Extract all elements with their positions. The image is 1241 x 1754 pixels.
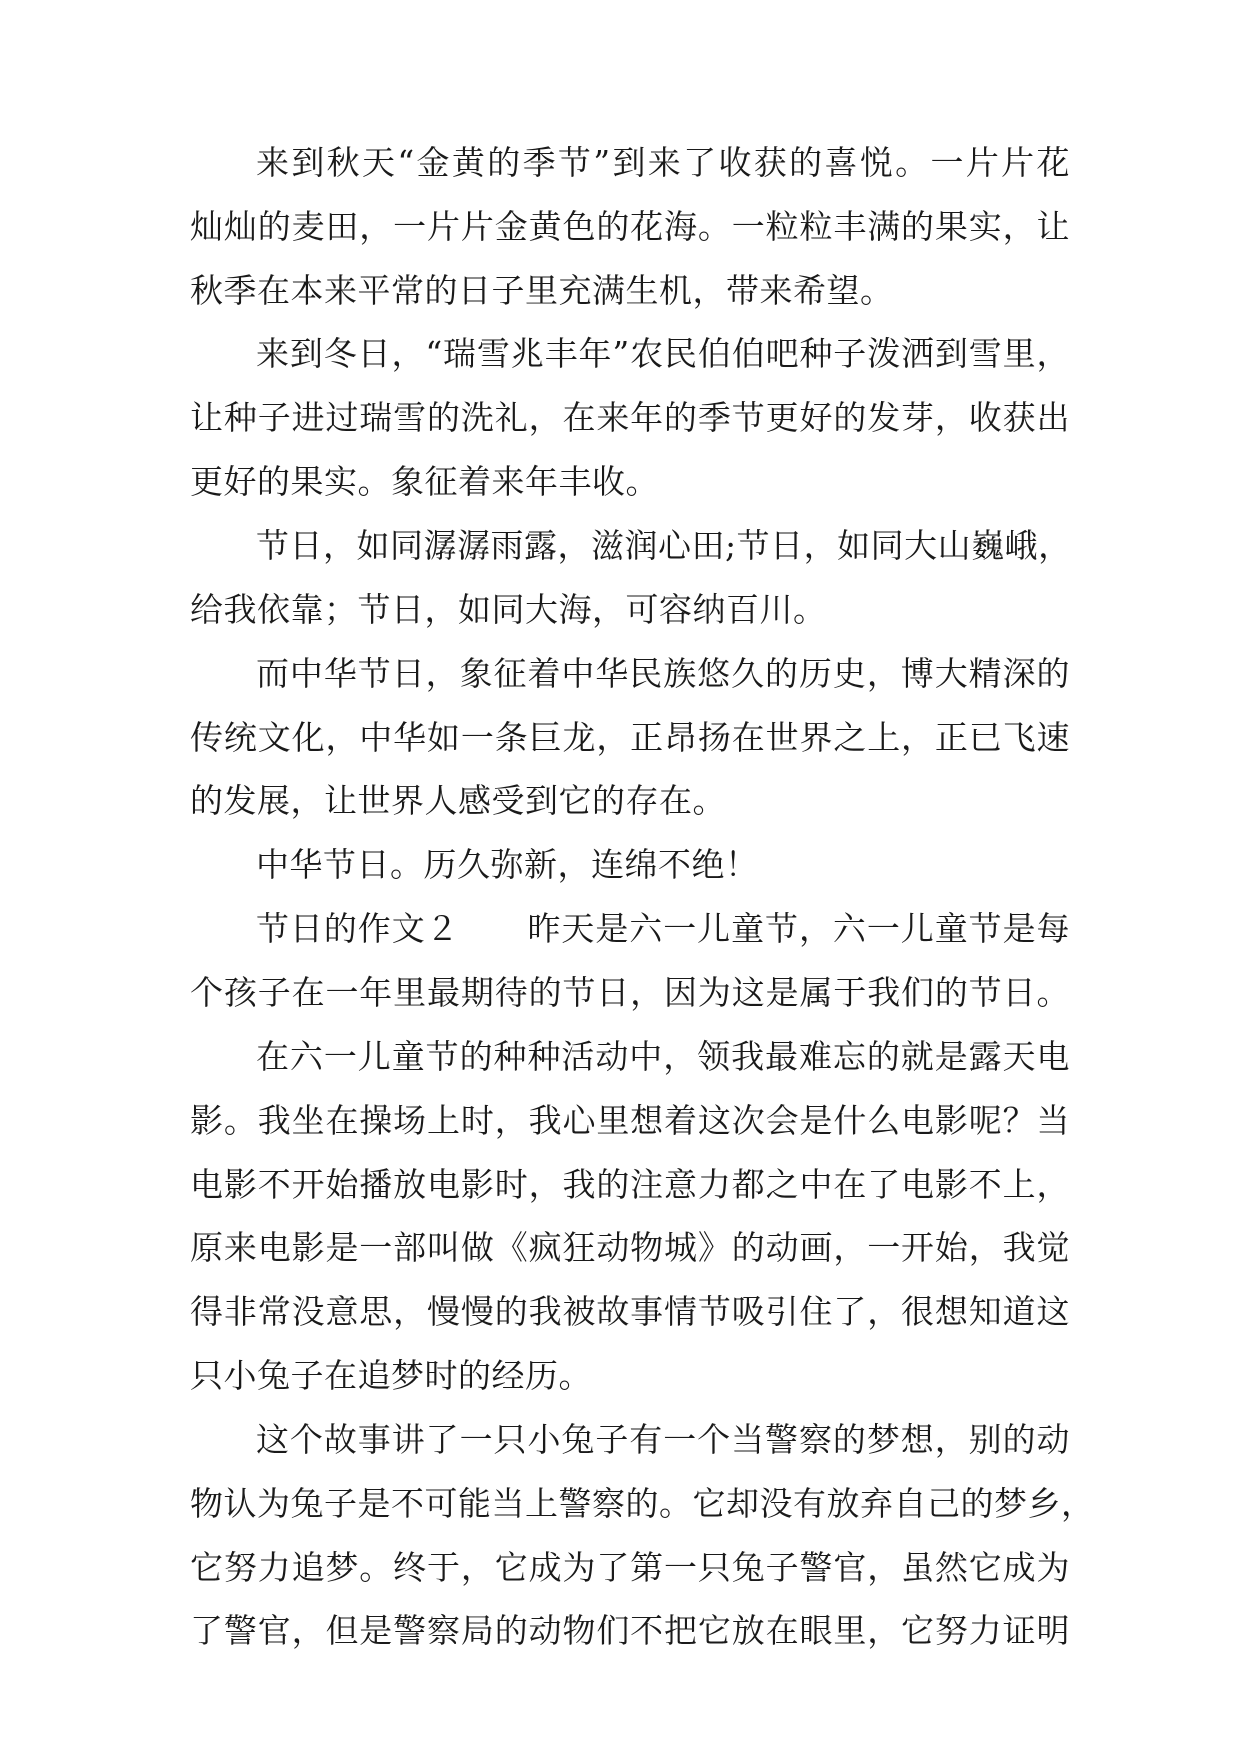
text-line: 来到冬日，“瑞雪兆丰年”农民伯伯吧种子泼洒到雪里， <box>256 334 1070 373</box>
text-line: 中华节日。历久弥新，连绵不绝！ <box>256 845 759 884</box>
text-line: 得非常没意思，慢慢的我被故事情节吸引住了，很想知道这 <box>190 1292 1070 1331</box>
text-line: 只小兔子在追梦时的经历。 <box>190 1356 592 1395</box>
text-line: 让种子进过瑞雪的洗礼，在来年的季节更好的发芽，收获出 <box>190 398 1070 437</box>
text-line: 更好的果实。象征着来年丰收。 <box>190 462 659 501</box>
text-line: 影。我坐在操场上时，我心里想着这次会是什么电影呢？当 <box>190 1101 1070 1140</box>
text-line: 的发展，让世界人感受到它的存在。 <box>190 781 726 820</box>
text-line: 个孩子在一年里最期待的节日，因为这是属于我们的节日。 <box>190 973 1070 1012</box>
text-line: 电影不开始播放电影时，我的注意力都之中在了电影不上， <box>190 1165 1070 1204</box>
text-line: 传统文化，中华如一条巨龙，正昂扬在世界之上，正已飞速 <box>190 718 1070 757</box>
text-line: 这个故事讲了一只小兔子有一个当警察的梦想，别的动 <box>256 1420 1070 1459</box>
text-line: 秋季在本来平常的日子里充满生机，带来希望。 <box>190 271 894 310</box>
text-line: 来到秋天“金黄的季节”到来了收获的喜悦。一片片花 <box>256 143 1070 182</box>
text-line: 原来电影是一部叫做《疯狂动物城》的动画，一开始，我觉 <box>190 1228 1070 1267</box>
text-line: 灿灿的麦田，一片片金黄色的花海。一粒粒丰满的果实，让 <box>190 207 1070 246</box>
text-line: 它努力追梦。终于，它成为了第一只兔子警官，虽然它成为 <box>190 1548 1070 1587</box>
text-line: 给我依靠；节日，如同大海，可容纳百川。 <box>190 590 827 629</box>
text-line: 而中华节日，象征着中华民族悠久的历史，博大精深的 <box>256 654 1070 693</box>
text-line: 节日，如同潺潺雨露，滋润心田;节日，如同大山巍峨， <box>256 526 1072 565</box>
text-line: 在六一儿童节的种种活动中，领我最难忘的就是露天电 <box>256 1037 1070 1076</box>
text-line: 了警官，但是警察局的动物们不把它放在眼里，它努力证明 <box>190 1611 1070 1650</box>
text-line: 节日的作文２ 昨天是六一儿童节，六一儿童节是每 <box>256 909 1070 948</box>
text-line: 物认为兔子是不可能当上警察的。它却没有放弃自己的梦乡， <box>190 1484 1095 1523</box>
